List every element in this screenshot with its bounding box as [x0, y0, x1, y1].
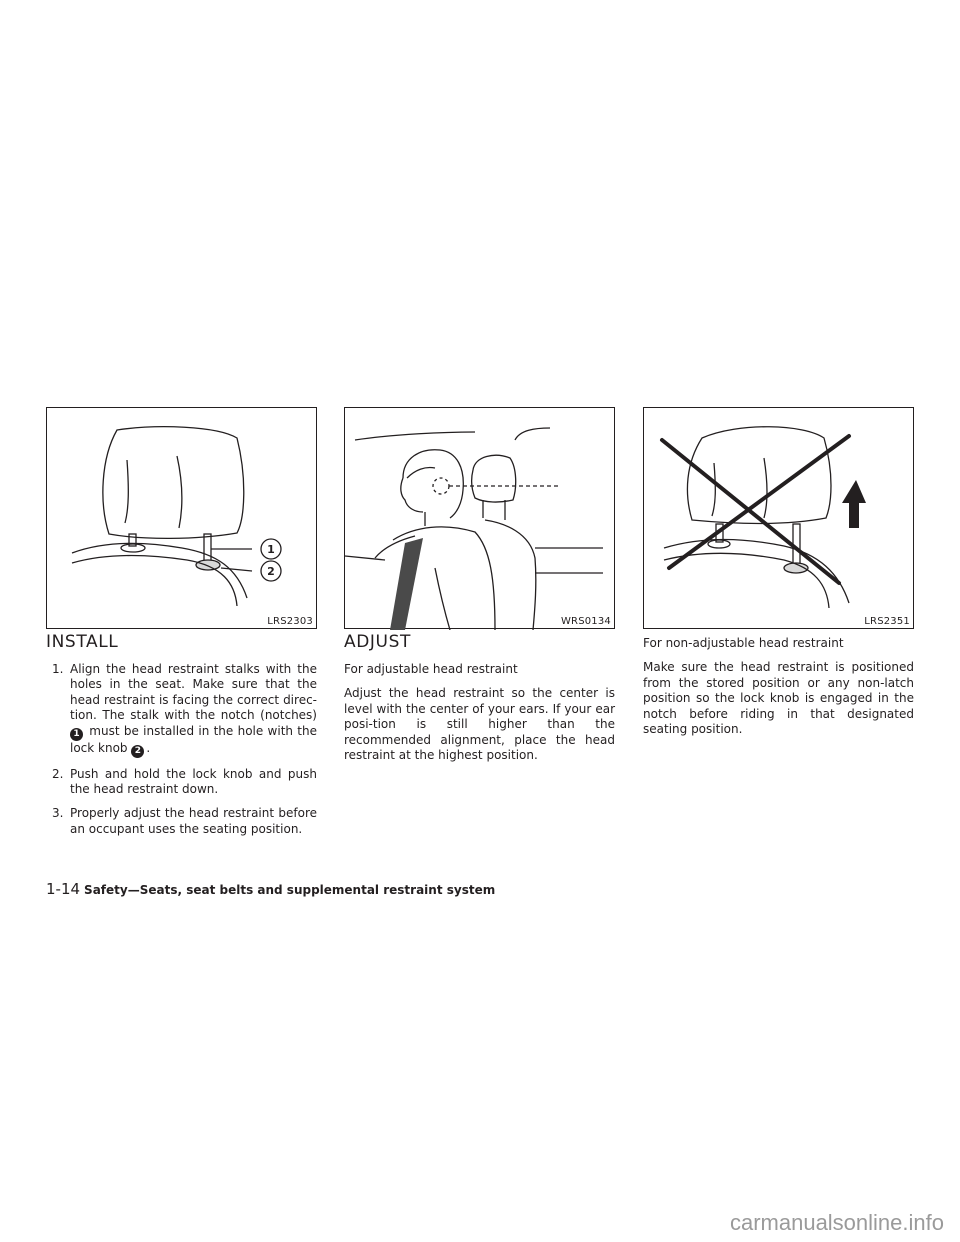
- svg-text:1: 1: [267, 543, 275, 556]
- seat-belt: [390, 538, 423, 630]
- page-number: 1-14: [46, 880, 81, 898]
- adjust-heading: ADJUST: [344, 632, 411, 652]
- figure-nonadjust: [643, 407, 914, 629]
- list-item: 3. Properly adjust the head restraint before an occupant uses the seating position.: [52, 806, 317, 836]
- figure-code: WRS0134: [560, 616, 611, 627]
- nonadjust-body: Make sure the head restraint is positioned from the stored position or any non-latch position so the lock knob is engaged in the notch before riding in that designated seating position.: [643, 660, 914, 737]
- watermark: carmanualsonline.info: [729, 1210, 944, 1235]
- nonadjust-section: [643, 636, 914, 746]
- occupant-head-restraint-illustration: [345, 408, 616, 630]
- svg-text:2: 2: [267, 565, 275, 578]
- figure-code: LRS2303: [267, 616, 313, 627]
- adjust-body: Adjust the head restraint so the center is level with the center of your ears. If your ear posi-tion is still higher than the recommended alignment, place the head restraint at the highest position.: [344, 686, 615, 763]
- callout-1: [261, 539, 281, 559]
- adjust-subheading: For adjustable head restraint: [344, 662, 518, 676]
- callout-1-badge: 1: [70, 728, 83, 741]
- callout-2: [261, 561, 281, 581]
- list-item: 2. Push and hold the lock knob and push the head restraint down.: [52, 766, 317, 797]
- figure-code: LRS2351: [864, 616, 910, 627]
- up-arrow-icon: [842, 480, 866, 528]
- head-restraint-install-illustration: [47, 408, 318, 630]
- head-restraint-crossed-illustration: [644, 408, 915, 630]
- adjust-section: [344, 632, 615, 772]
- figure-adjust: [344, 407, 615, 629]
- figure-install: [46, 407, 317, 629]
- install-heading: INSTALL: [46, 632, 119, 652]
- install-steps: [46, 662, 317, 837]
- page-footer: [46, 879, 495, 898]
- nonadjust-subheading: For non-adjustable head restraint: [643, 636, 844, 650]
- list-item: 1. Align the head restraint stalks with the holes in the seat. Make sure that the head restraint is facing the correct direc-tion. The stalk with the notch (notches) 1 must be installed in the hole with the lock knob 2 .: [52, 662, 317, 756]
- callout-2-badge: 2: [131, 745, 144, 758]
- section-title: Safety—Seats, seat belts and supplemental restraint system: [84, 883, 496, 897]
- install-section: [46, 632, 317, 846]
